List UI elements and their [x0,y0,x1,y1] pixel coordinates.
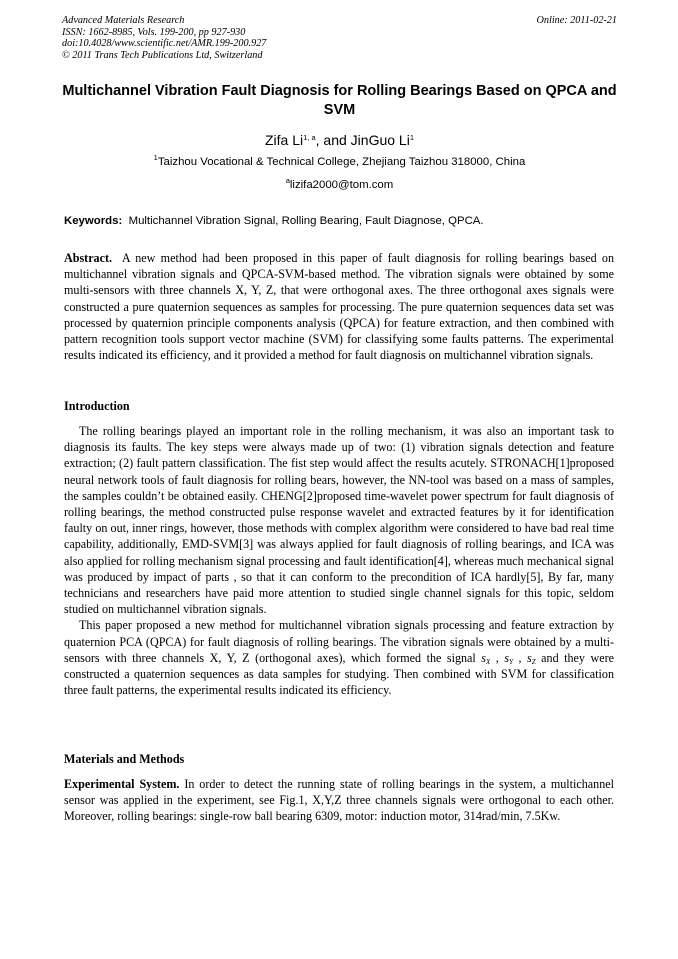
email-superscript: a [285,176,290,185]
abstract-text: A new method had been proposed in this paper of fault diagnosis for rolling bearings based on multichannel vibration signals and QPCA-SVM-based method. The vibration signals were obtained by some multi-sensors with three channels X, Y, Z, that were orthogonal axes. The three orthogonal axes signals were constructed a pure quaternion sequences as samples for processing. The pure quaternion sequences data set was processed by quaternion principle components analysis (QPCA) for feature extraction, and then combined with pattern recognition tools support vector machine (SVM) for classifying some faults patterns. The experimental results indicated its efficiency, and it provided a method for fault diagnosis on multichannel vibration signals. [64,251,614,363]
keywords-text: Multichannel Vibration Signal, Rolling Bearing, Fault Diagnose, QPCA. [128,215,484,227]
email-line [62,178,617,193]
section-heading-introduction: Introduction [64,399,130,413]
doi-line: doi:10.4028/www.scientific.net/AMR.199-200.927 [62,38,267,50]
affiliation-text: Taizhou Vocational & Technical College, Zhejiang Taizhou 318000, China [157,156,526,168]
author-1-superscript: 1, a [303,133,316,142]
issn-line: ISSN: 1662-8985, Vols. 199-200, pp 927-930 [62,26,246,38]
materials-methods-section [64,776,614,825]
symbol-sz: $s_Z$ [527,650,536,666]
intro-paragraph-1: The rolling bearings played an important role in the rolling mechanism, it was also an important task to diagnosis its faults. The key steps were always made up of two: (1) vibration signals detection and feature extraction; (2) fault pattern classification. The fist step would affect the results acutely. STRONACH[1]proposed neural network tools of fault diagnosis for rolling bears, however, the NN-tool was based on a mass of samples, the samples couldn’t be obtained easily. CHENG[2]proposed time-wavelet power spectrum for fault diagnosis of rolling bearings, the method constructed pulse response wavelet and extracted features by it for identification faulty on out, inner rings, however, those methods with complex algorithm were considered to have bad real time capability, additionally, EMD-SVM[3] was always applied for fault diagnosis of rolling bearings, and ICA was also applied for rolling mechanism signal processing and fault identification[4], whereas much mechanical signal was produced by impact of parts , so that it can conform to the precondition of ICA hardly[5], By far, many technicians and researchers have paid more attention to studied single channel signals for this topic, seldom studied on multichannel vibration signals. [64,424,614,617]
abstract-label: Abstract. [64,251,113,265]
introduction-section [64,423,614,698]
section-heading-materials-methods: Materials and Methods [64,752,185,766]
journal-name: Advanced Materials Research [62,15,185,26]
experimental-system-text: In order to detect the running state of rolling bearings in the system, a multichannel sensor was applied in the experiment, see Fig.1, X,Y,Z three channels signals were orthogonal to each other. Moreover, rolling bearings: single-row ball bearing 6309, motor: induction motor, 314rad/min, 7.5Kw. [64,777,614,824]
author-line [62,131,617,149]
author-email: lizifa2000@tom.com [289,179,394,191]
online-date: Online: 2011-02-21 [536,15,617,26]
affiliation [62,155,617,170]
abstract [64,250,614,363]
author-2-superscript: 1 [409,133,414,142]
affiliation-superscript: 1 [153,153,158,162]
author-separator: , and [315,132,351,148]
intro-paragraph-2: This paper proposed a new method for multichannel vibration signals processing and feature extraction by quaternion PCA (QPCA) for fault diagnosis of rolling bearings. The vibration signals were obtained by a multi-sensors with three channels X, Y, Z (orthogonal axes), which formed the signal $s_X$ , $s_Y$ , $s_Z$ and they were constructed a quaternion sequences as data samples for studying. Then combined with SVM for classification three fault patterns, the experimental results indicated its efficiency. [64,618,614,698]
keywords-label: Keywords: [64,215,123,227]
journal-header [62,15,617,61]
author-1: Zifa Li [265,132,304,148]
symbol-sx: $s_X$ [481,650,491,666]
keywords [64,214,616,229]
author-2: JinGuo Li [350,132,410,148]
experimental-system-label: Experimental System. [64,777,180,791]
copyright-line: © 2011 Trans Tech Publications Ltd, Switzerland [62,49,263,61]
symbol-sy: $s_Y$ [504,650,513,666]
paper-title: Multichannel Vibration Fault Diagnosis for Rolling Bearings Based on QPCA and SVM [62,83,617,118]
intro-paragraph-2-start: This paper proposed a new method for multichannel vibration signals processing and feature extraction by quaternion PCA (QPCA) for fault diagnosis of rolling bearings. The vibration signals were obtained by a multi-sensors with three channels X, Y, Z (orthogonal axes), which formed the signal [64,618,614,665]
intro-paragraph-2-end: and they were constructed a quaternion sequences as data samples for studying. Then combined with SVM for classification three fault patterns, the experimental results indicated its efficiency. [64,650,614,698]
